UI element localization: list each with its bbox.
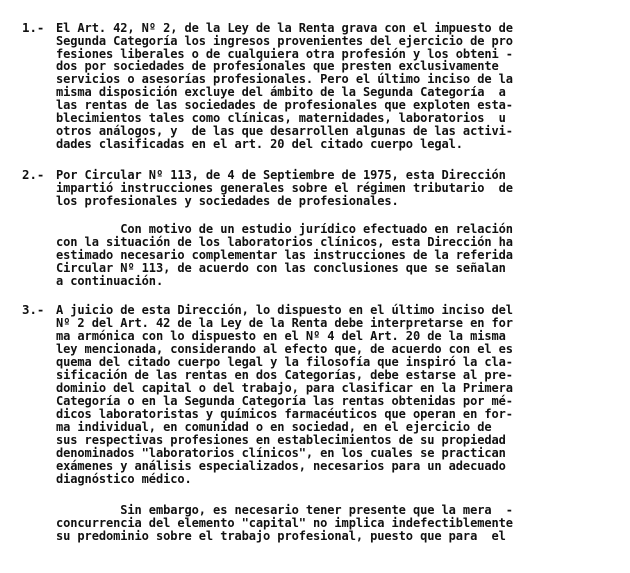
- section-3-line: sus respectivas profesiones en establecimientos de su propiedad: [56, 432, 506, 447]
- section-3-line: Nº 2 del Art. 42 de la Ley de la Renta debe interpretarse en for: [56, 315, 513, 330]
- section-3-paragraph-line: Sin embargo, es necesario tener presente que la mera -: [56, 502, 513, 517]
- section-3-line: exámenes y análisis especializados, necesarios para un adecuado: [56, 458, 506, 473]
- section-2-paragraph-line: Circular Nº 113, de acuerdo con las conclusiones que se señalan: [56, 260, 506, 275]
- section-3-line: Categoría o en la Segunda Categoría las rentas obtenidas por mé-: [56, 393, 513, 408]
- section-3-line: ma individual, en comunidad o en sociedad, en el ejercicio de: [56, 419, 492, 434]
- section-2-paragraph-line: con la situación de los laboratorios clínicos, esta Dirección ha: [56, 234, 513, 249]
- section-2-paragraph-line: a continuación.: [56, 273, 164, 288]
- section-3-line: quema del citado cuerpo legal y la filosofía que inspiró la cla-: [56, 354, 513, 369]
- section-1-line: blecimientos tales como clínicas, maternidades, laboratorios u: [56, 110, 506, 125]
- section-2-line: Por Circular Nº 113, de 4 de Septiembre de 1975, esta Dirección: [56, 167, 506, 182]
- section-1-line: dades clasificadas en el art. 20 del citado cuerpo legal.: [56, 136, 463, 151]
- section-1-line: El Art. 42, Nº 2, de la Ley de la Renta grava con el impuesto de: [56, 20, 513, 35]
- section-1-number: 1.-: [22, 20, 45, 35]
- section-2-line: los profesionales y sociedades de profesionales.: [56, 193, 399, 208]
- section-1-line: las rentas de las sociedades de profesionales que exploten esta-: [56, 97, 513, 112]
- section-2-line: impartió instrucciones generales sobre el régimen tributario de: [56, 180, 513, 195]
- section-3-number: 3.-: [22, 302, 45, 317]
- section-3-line: A juicio de esta Dirección, lo dispuesto en el último inciso del: [56, 302, 513, 317]
- section-3-line: ley mencionada, considerando al efecto que, de acuerdo con el es: [56, 341, 513, 356]
- section-3-line: dominio del capital o del trabajo, para clasificar en la Primera: [56, 380, 513, 395]
- section-2-paragraph-line: Con motivo de un estudio jurídico efectuado en relación: [56, 221, 513, 236]
- section-1-line: dos por sociedades de profesionales que presten exclusivamente: [56, 58, 499, 73]
- section-3-line: ma armónica con lo dispuesto en el Nº 4 del Art. 20 de la misma: [56, 328, 506, 343]
- section-3-line: sificación de las rentas en dos Categorías, debe estarse al pre-: [56, 367, 513, 382]
- section-3-line: diagnóstico médico.: [56, 471, 192, 486]
- section-3-line: dicos laboratoristas y químicos farmacéuticos que operan en for-: [56, 406, 513, 421]
- section-1-line: otros análogos, y de las que desarrollen algunas de las activi-: [56, 123, 513, 138]
- section-3-paragraph-line: su predominio sobre el trabajo profesional, puesto que para el: [56, 528, 506, 543]
- section-3-line: denominados "laboratorios clínicos", en los cuales se practican: [56, 445, 506, 460]
- section-2-paragraph-line: estimado necesario complementar las instrucciones de la referida: [56, 247, 513, 262]
- section-1-line: Segunda Categoría los ingresos provenientes del ejercicio de pro: [56, 33, 513, 48]
- section-1-line: misma disposición excluye del ámbito de la Segunda Categoría a: [56, 84, 506, 99]
- section-3-paragraph-line: concurrencia del elemento "capital" no implica indefectiblemente: [56, 515, 513, 530]
- section-1-line: fesiones liberales o de cualquiera otra profesión y los obteni -: [56, 46, 513, 61]
- section-2-number: 2.-: [22, 167, 45, 182]
- section-1-line: servicios o asesorías profesionales. Pero el último inciso de la: [56, 71, 513, 86]
